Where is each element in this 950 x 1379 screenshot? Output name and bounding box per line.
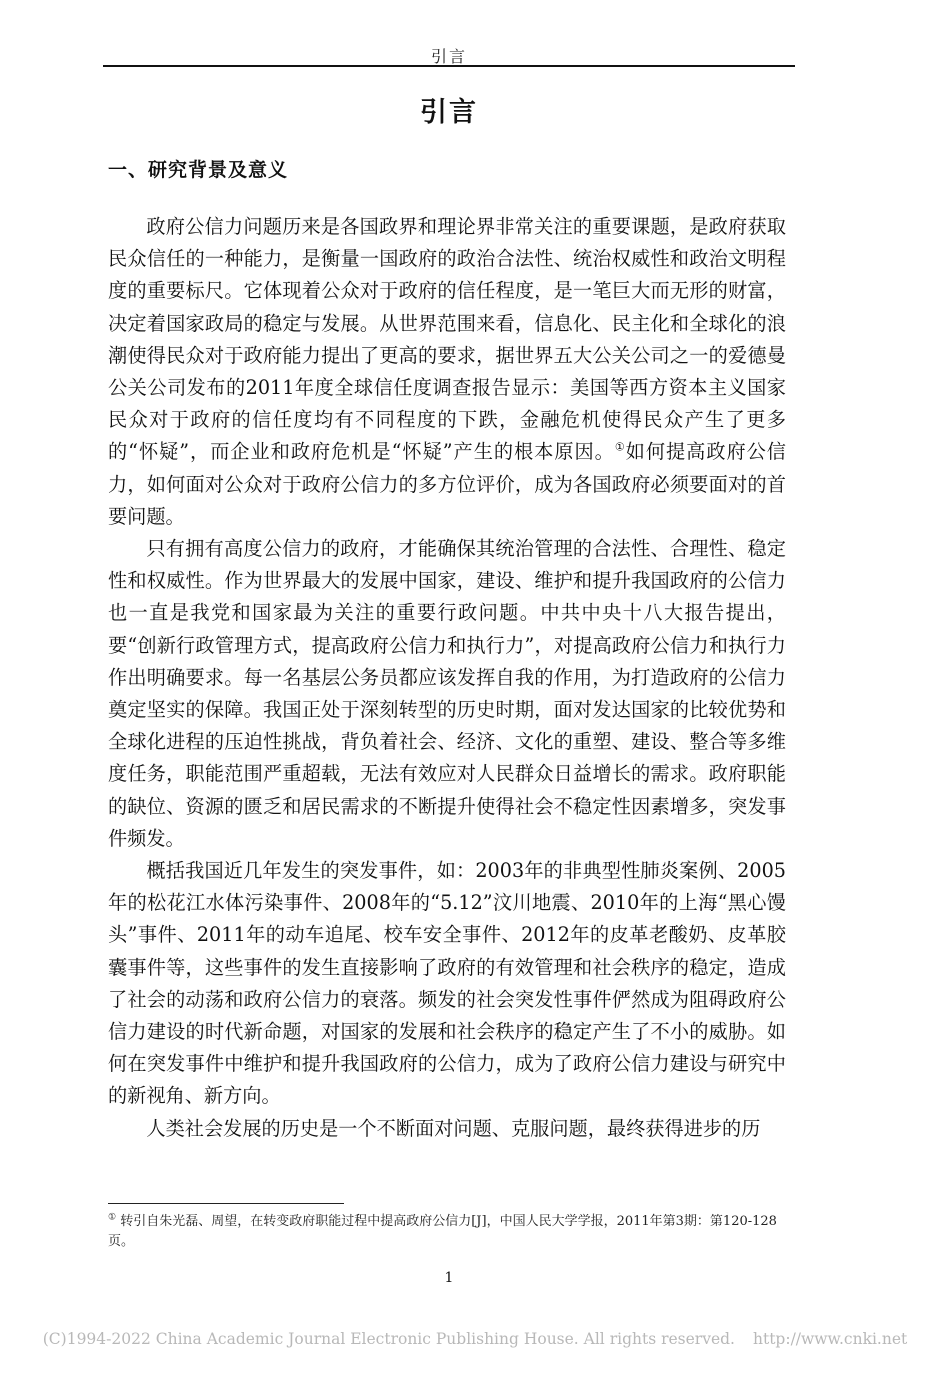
section-heading: 一、研究背景及意义 (108, 159, 289, 181)
footnote (108, 1212, 798, 1252)
footnote-text: 转引自朱光磊、周望，在转变政府职能过程中提高政府公信力[J]，中国人民大学学报，2011年第3期：第120-128页。 (108, 1214, 777, 1249)
footnote-marker: ① (108, 1212, 117, 1223)
body-text (108, 211, 786, 1145)
footnote-reference: ① (614, 441, 626, 455)
header-rule (103, 65, 795, 67)
paragraph-1-text-continued: 如何提高政府公信力，如何面对公众对于政府公信力的多方位评价，成为各国政府必须要面对的首要问题。 (108, 440, 786, 528)
paragraph-2: 只有拥有高度公信力的政府，才能确保其统治管理的合法性、合理性、稳定性和权威性。作为世界最大的发展中国家，建设、维护和提升我国政府的公信力也一直是我党和国家最为关注的重要行政问题。中共中央十八大报告提出，要“创新行政管理方式，提高政府公信力和执行力”，对提高政府公信力和执行力作出明确要求。每一名基层公务员都应该发挥自我的作用，为打造政府的公信力奠定坚实的保障。我国正处于深刻转型的历史时期，面对发达国家的比较优势和全球化进程的压迫性挑战，背负着社会、经济、文化的重塑、建设、整合等多维度任务，职能范围严重超载，无法有效应对人民群众日益增长的需求。政府职能的缺位、资源的匮乏和居民需求的不断提升使得社会不稳定性因素增多，突发事件频发。 (108, 537, 786, 850)
footnote-rule (108, 1203, 344, 1204)
paragraph-1-text: 政府公信力问题历来是各国政界和理论界非常关注的重要课题，是政府获取民众信任的一种能力，是衡量一国政府的政治合法性、统治权威性和政治文明程度的重要标尺。它体现着公众对于政府的信任程度，是一笔巨大而无形的财富，决定着国家政局的稳定与发展。从世界范围来看，信息化、民主化和全球化的浪潮使得民众对于政府能力提出了更高的要求，据世界五大公关公司之一的爱德曼公关公司发布的2011年度全球信任度调查报告显示：美国等西方资本主义国家民众对于政府的信任度均有不同程度的下跌，金融危机使得民众产生了更多的“怀疑”，而企业和政府危机是“怀疑”产生的根本原因。 (108, 215, 786, 464)
paragraph-4: 人类社会发展的历史是一个不断面对问题、克服问题，最终获得进步的历 (146, 1116, 761, 1140)
copyright-watermark (0, 1330, 950, 1348)
copyright-text: (C)1994-2022 China Academic Journal Electronic Publishing House. All rights reserved. (42, 1330, 735, 1348)
running-header: 引言 (430, 47, 467, 66)
paragraph-1 (108, 211, 786, 533)
paragraph-3: 概括我国近几年发生的突发事件，如：2003年的非典型性肺炎案例、2005年的松花江水体污染事件、2008年的“5.12”汶川地震、2010年的上海“黑心馒头”事件、2011年的动车追尾、校车安全事件、2012年的皮革老酸奶、皮革胶囊事件等，这些事件的发生直接影响了政府的有效管理和社会秩序的稳定，造成了社会的动荡和政府公信力的衰落。频发的社会突发性事件俨然成为阻碍政府公信力建设的时代新命题，对国家的发展和社会秩序的稳定产生了不小的威胁。如何在突发事件中维护和提升我国政府的公信力，成为了政府公信力建设与研究中的新视角、新方向。 (108, 859, 786, 1108)
cnki-url: http://www.cnki.net (752, 1330, 908, 1348)
page-number: 1 (444, 1270, 454, 1286)
chapter-title: 引言 (420, 97, 478, 128)
